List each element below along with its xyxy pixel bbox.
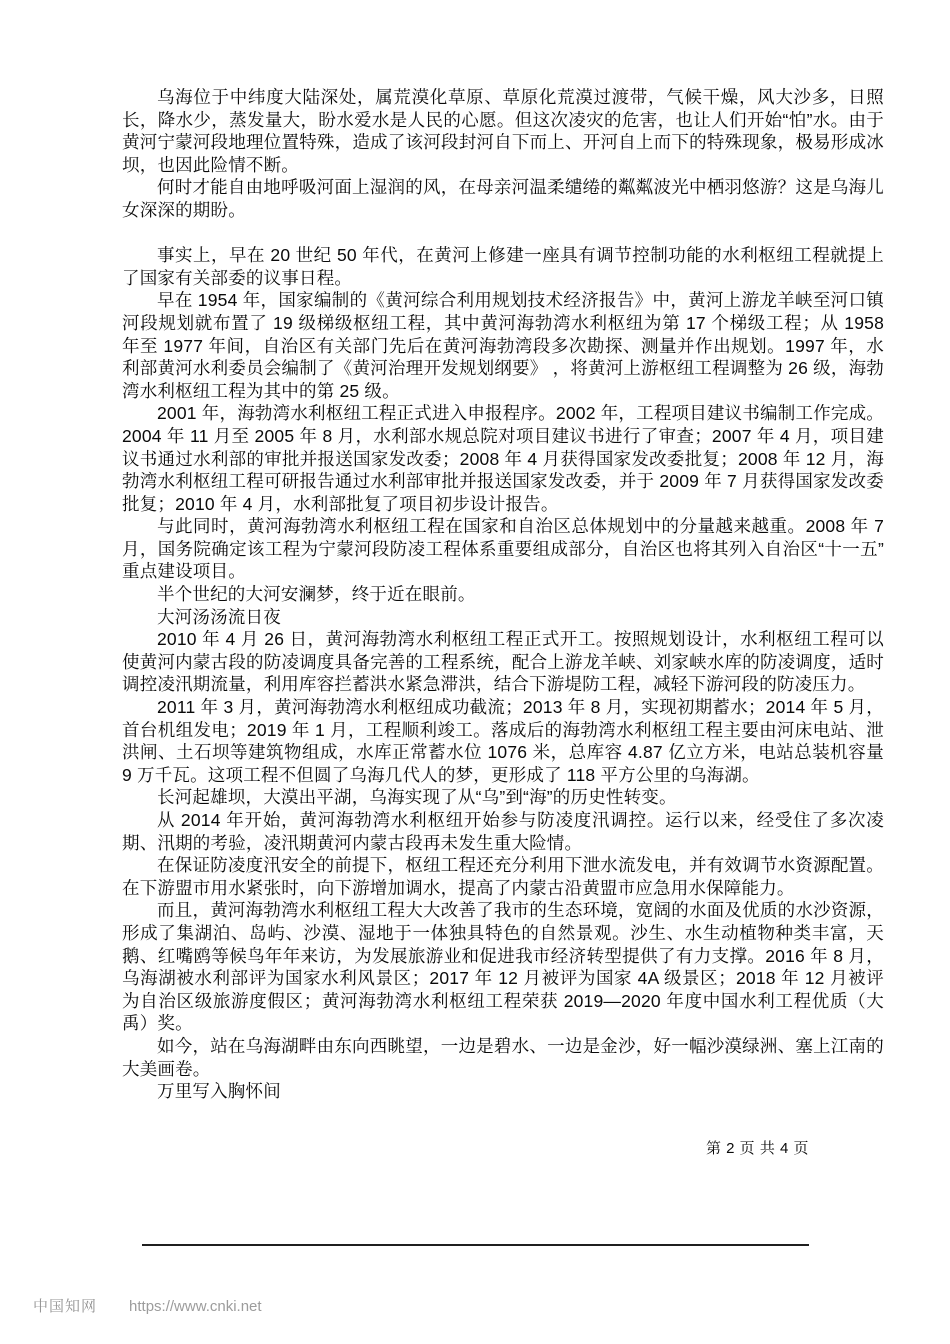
paragraph-1950s-agenda: 事实上，早在 20 世纪 50 年代，在黄河上修建一座具有调节控制功能的水利枢纽工程就提上了国家有关部委的议事日程。	[122, 245, 884, 288]
paragraph-ecology-tourism: 而且，黄河海勃湾水利枢纽工程大大改善了我市的生态环境，宽阔的水面及优质的水沙资源，形成了集湖泊、岛屿、沙漠、湿地于一体独具特色的自然景观。沙生、水生动植物种类丰富，天鹅、红嘴鸥等候鸟年年来访，为发展旅游业和促进我市经济转型提供了有力支撑。2016 年 8 月，乌海湖被水利部评为国家水利风景区；2017 年 12 月被评为国家 4A 级景区；2018 年 12 月被评为自治区级旅游度假区；黄河海勃湾水利枢纽工程荣获 2019—2020 年度中国水利工程优质（大禹）奖。	[122, 900, 884, 1034]
paragraph-1954-plan: 早在 1954 年，国家编制的《黄河综合利用规划技术经济报告》中，黄河上游龙羊峡至河口镇河段规划就布置了 19 级梯级枢纽工程，其中黄河海勃湾水利枢纽为第 17 个梯级工程；从 1958 年至 1977 年间，自治区有关部门先后在黄河海勃湾段多次勘探、测量并作出规划。1997 年，水利部黄河水利委员会编制了《黄河治理开发规划纲要》 ，将黄河上游枢纽工程调整为 26 级，海勃湾水利枢纽工程为其中的第 25 级。	[122, 290, 884, 401]
paragraph-climate-intro: 乌海位于中纬度大陆深处，属荒漠化草原、草原化荒漠过渡带，气候干燥，风大沙多，日照长，降水少，蒸发量大，盼水爱水是人民的心愿。但这次凌灾的危害，也让人们开始“怕”水。由于黄河宁蒙河段地理位置特殊，造成了该河段封河自下而上、开河自上而下的特殊现象，极易形成冰坝，也因此险情不断。	[122, 87, 884, 175]
section-heading-river-flows: 大河汤汤流日夜	[157, 606, 281, 627]
cnki-brand-text: 中国知网	[33, 1298, 98, 1315]
paragraph-national-plan-weight: 与此同时，黄河海勃湾水利枢纽工程在国家和自治区总体规划中的分量越来越重。2008 年 7 月，国务院确定该工程为宁蒙河段防凌工程体系重要组成部分，自治区也将其列入自治区“十一五”重点建设项目。	[122, 516, 884, 582]
paragraph-half-century-dream: 半个世纪的大河安澜梦，终于近在眼前。	[157, 584, 476, 605]
paragraph-approval-timeline: 2001 年，海勃湾水利枢纽工程正式进入申报程序。2002 年，工程项目建议书编制工作完成。2004 年 11 月至 2005 年 8 月，水利部水规总院对项目建议书进行了审查；2007 年 4 月，项目建议书通过水利部的审批并报送国家发改委；2008 年 4 月获得国家发改委批复；2008 年 12 月，海勃湾水利枢纽工程可研报告通过水利部审批并报送国家发改委，并于 2009 年 7 月获得国家发改委批复；2010 年 4 月，水利部批复了项目初步设计报告。	[122, 403, 884, 514]
paragraph-flood-control-2014: 从 2014 年开始，黄河海勃湾水利枢纽开始参与防凌度汛调控。运行以来，经受住了多次凌期、汛期的考验，凌汛期黄河内蒙古段再未发生重大险情。	[122, 810, 884, 853]
paragraph-project-completion: 2011 年 3 月，黄河海勃湾水利枢纽成功截流；2013 年 8 月，实现初期蓄水；2014 年 5 月，首台机组发电；2019 年 1 月，工程顺利竣工。落成后的海勃湾水利枢纽工程主要由河床电站、泄洪闸、土石坝等建筑物组成，水库正常蓄水位 1076 米，总库容 4.87 亿立方米，电站总装机容量 9 万千瓦。这项工程不但圆了乌海几代人的梦，更形成了 118 平方公里的乌海湖。	[122, 697, 884, 785]
paragraph-2010-construction: 2010 年 4 月 26 日，黄河海勃湾水利枢纽工程正式开工。按照规划设计，水利枢纽工程可以使黄河内蒙古段的防凌调度具备完善的工程系统，配合上游龙羊峡、刘家峡水库的防凌调度，适时调控凌汛期流量，利用库容拦蓄洪水紧急滞洪，结合下游堤防工程，减轻下游河段的防凌压力。	[122, 629, 884, 695]
paragraph-historic-transform: 长河起雄坝，大漠出平湖，乌海实现了从“乌”到“海”的历史性转变。	[157, 787, 677, 808]
cnki-url-text: https://www.cnki.net	[129, 1298, 262, 1315]
cnki-watermark	[33, 1295, 262, 1316]
paragraph-lake-view: 如今，站在乌海湖畔由东向西眺望，一边是碧水、一边是金沙，好一幅沙漠绿洲、塞上江南的大美画卷。	[122, 1035, 884, 1079]
paragraph-power-water-supply: 在保证防凌度汛安全的前提下，枢纽工程还充分利用下泄水流发电，并有效调节水资源配置。在下游盟市用水紧张时，向下游增加调水，提高了内蒙古沿黄盟市应急用水保障能力。	[122, 855, 884, 898]
paragraph-wuhai-hope: 何时才能自由地呼吸河面上湿润的风，在母亲河温柔缱绻的粼粼波光中栖羽悠游？这是乌海儿女深深的期盼。	[122, 177, 884, 220]
document-body	[122, 86, 884, 1103]
section-heading-wanli: 万里写入胸怀间	[157, 1081, 281, 1102]
footer-divider-line	[142, 1244, 809, 1246]
page-number: 第 2 页 共 4 页	[705, 1140, 809, 1157]
